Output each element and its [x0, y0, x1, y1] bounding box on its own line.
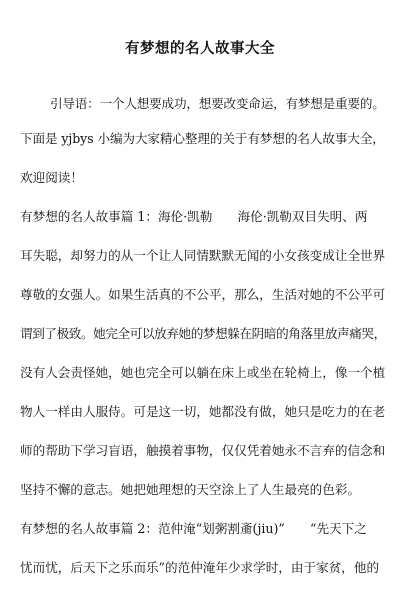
intro-line: 引导语：一个人想要成功，想要改变命运，有梦想是重要的。: [50, 96, 385, 111]
paragraph-line: 物人一样由人服侍。可是这一切，她都没有做，她只是吃力的在老: [20, 404, 386, 419]
paragraph-line: 欢迎阅读！: [20, 170, 83, 185]
paragraph-line: 忧而忧，后天下之乐而乐”的范仲淹年少求学时，由于家贫，他的: [20, 560, 380, 575]
paragraph-line: 谓到了极致。她完全可以放弃她的梦想躲在阴暗的角落里放声痛哭，: [20, 326, 386, 341]
paragraph-line: 师的帮助下学习盲语，触摸着事物，仅仅凭着她永不言弃的信念和: [20, 443, 386, 458]
story-heading-line: 有梦想的名人故事篇 2：范仲淹“划粥割齑(jiu)” “先天下之: [20, 521, 367, 536]
page-bottom-fade: [0, 599, 400, 607]
paragraph-line: 没有人会责怪她，她也完全可以躺在床上或坐在轮椅上，像一个植: [20, 365, 386, 380]
page-title: 有梦想的名人故事大全: [125, 41, 275, 57]
paragraph-line: 耳失聪，却努力的从一个让人同情默默无闻的小女孩变成让全世界: [20, 248, 386, 263]
paragraph-line: 尊敬的女强人。如果生活真的不公平，那么，生活对她的不公平可: [20, 287, 386, 302]
paragraph-line: 坚持不懈的意志。她把她理想的天空涂上了人生最亮的色彩。: [20, 482, 361, 497]
paragraph-line: 下面是 yjbys 小编为大家精心整理的关于有梦想的名人故事大全，: [20, 131, 385, 146]
story-heading-line: 有梦想的名人故事篇 1：海伦·凯勒 海伦·凯勒双目失明、两: [20, 209, 368, 224]
